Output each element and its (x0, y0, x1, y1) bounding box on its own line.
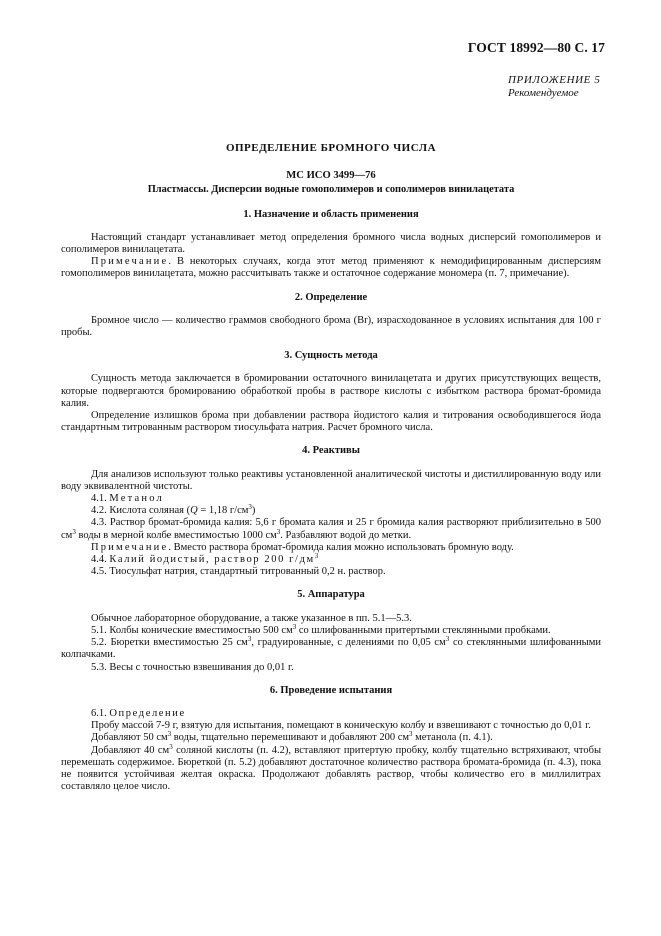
paragraph: Обычное лабораторное оборудование, а также указанное в пп. 5.1—5.3. (91, 612, 412, 624)
document-body (61, 142, 601, 793)
item-text: 4.2. Кислота соляная ( (91, 505, 191, 517)
item-text: соляной кислоты (п. 4.2), вставляют притертую пробку, колбу тщательно встряхивают, чтобы перемешать содержимое. Бюреткой (п. 5.2) добавляют достаточное количество раствора бромата-бромида (п. 4.3), пока не появится устойчивая желтая окраска. Продолжают добавлять раствор, чтобы количество его в миллилитрах составляло целое число. (61, 744, 601, 793)
paragraph: Бромное число — количество граммов свободного брома (Br), израсходованное в условиях испытания для 100 г пробы. (61, 314, 601, 339)
item-text: 5.1. Колбы конические вместимостью 500 см (91, 624, 293, 636)
item-text: Определение (109, 707, 186, 719)
section-heading-6: 6. Проведение испытания (269, 684, 393, 696)
item-text: со стеклянными шлифованными колпачками. (61, 637, 601, 661)
paragraph: Определение излишков брома при добавлении раствора йодистого калия и титрования освободившегося йода стандартным титрованным раствором тиосульфата натрия. Расчет бромного числа. (61, 410, 601, 434)
appendix-number: ПРИЛОЖЕНИЕ 5 (508, 74, 601, 86)
item-text: 5.2. Бюретки вместимостью 25 см (91, 637, 248, 649)
superscript: 3 (72, 527, 76, 536)
item-text: со шлифованными притертыми стеклянными пробками. (296, 624, 551, 636)
list-item: 4.5. Тиосульфат натрия, стандартный титрованный 0,2 н. раствор. (91, 566, 386, 578)
superscript: 3 (292, 622, 297, 631)
item-text: Метанол (109, 493, 164, 505)
appendix-status: Рекомендуемое (508, 87, 579, 99)
appendix-label (508, 74, 600, 100)
note-paragraph (61, 256, 601, 280)
section-heading-4: 4. Реактивы (302, 445, 360, 457)
paragraph: Сущность метода заключается в бромировании остаточного винилацетата и других присутствующих веществ, которые подвергаются бромированию обработкой пробы в растворе кислоты с избытком раствора бромат-бромида калия. (61, 373, 601, 409)
item-text: ) (251, 505, 256, 517)
paragraph (61, 732, 601, 744)
paragraph: Для анализов используют только реактивы установленной аналитической чистоты и дистиллированную воду или воду эквивалентной чистоты. (61, 468, 601, 492)
paragraph: Настоящий стандарт устанавливает метод определения бромного числа водных дисперсий гомополимеров и сополимеров винилацетата. (61, 231, 601, 256)
item-text: воды в мерной колбе вместимостью 1000 см (75, 529, 277, 541)
section-heading-5: 5. Аппаратура (297, 589, 365, 601)
superscript: 3 (314, 552, 319, 561)
section-heading-2: 2. Определение (294, 291, 368, 303)
paragraph (61, 742, 601, 794)
density-symbol: Q (190, 505, 198, 517)
section-heading-1: 1. Назначение и область применения (243, 208, 419, 220)
item-text: = 1,18 г/см (197, 505, 249, 517)
superscript: 3 (247, 635, 252, 644)
note-label: Примечание (91, 541, 169, 553)
list-item (61, 637, 601, 661)
list-item (61, 708, 601, 720)
note-paragraph (61, 542, 601, 554)
item-text: . Разбавляют водой до метки. (280, 529, 412, 541)
section-heading-3: 3. Сущность метода (284, 350, 378, 362)
paragraph: Пробу массой 7-9 г, взятую для испытания, помещают в коническую колбу и взвешивают с точностью до 0,01 г. (91, 720, 591, 732)
item-text: 4.3. Раствор бромат-бромида калия: 5,6 г бромата калия и 25 г бромида калия растворяют приблизительно в 500 см (61, 517, 601, 541)
item-text: Добавляют 40 см (91, 744, 170, 756)
item-text: метанола (п. 4.1). (412, 732, 493, 744)
superscript: 3 (169, 742, 173, 751)
item-text: воды, тщательно перемешивают и добавляют 200 см (171, 732, 410, 744)
note-label: Примечание (91, 256, 169, 268)
item-number: 4.1. (91, 493, 107, 505)
document-title: ОПРЕДЕЛЕНИЕ БРОМНОГО ЧИСЛА (225, 142, 437, 154)
note-text: . В некоторых случаях, когда этот метод применяют к немодифицированным дисперсиям гомополимеров винилацетата, можно рассчитывать также и остаточное содержание мономера (п. 7, примечание). (61, 256, 601, 280)
item-text: Добавляют 50 см (91, 732, 168, 744)
list-item (61, 622, 601, 637)
note-text: . Вместо раствора бромат-бромида калия можно использовать бромную воду. (168, 541, 514, 553)
list-item: 5.3. Весы с точностью взвешивания до 0,01 г. (91, 661, 294, 673)
superscript: 3 (409, 730, 413, 739)
item-number: 4.4. (91, 554, 107, 566)
item-text: , градуированные, с делениями по 0,05 см (251, 637, 446, 649)
standard-number: МС ИСО 3499—76 (286, 170, 376, 182)
page-header: ГОСТ 18992—80 С. 17 (467, 40, 605, 55)
list-item (61, 505, 601, 517)
superscript: 3 (167, 730, 172, 739)
list-item (61, 517, 601, 541)
list-item (61, 554, 601, 566)
superscript: 3 (276, 527, 281, 536)
item-text: Калий йодистый, раствор 200 г/дм (109, 554, 315, 566)
superscript: 3 (248, 503, 252, 512)
superscript: 3 (445, 635, 450, 644)
document-subtitle: Пластмассы. Дисперсии водные гомополимеров и сополимеров винилацетата (147, 184, 515, 196)
item-number: 6.1. (91, 707, 107, 719)
list-item (61, 493, 601, 505)
